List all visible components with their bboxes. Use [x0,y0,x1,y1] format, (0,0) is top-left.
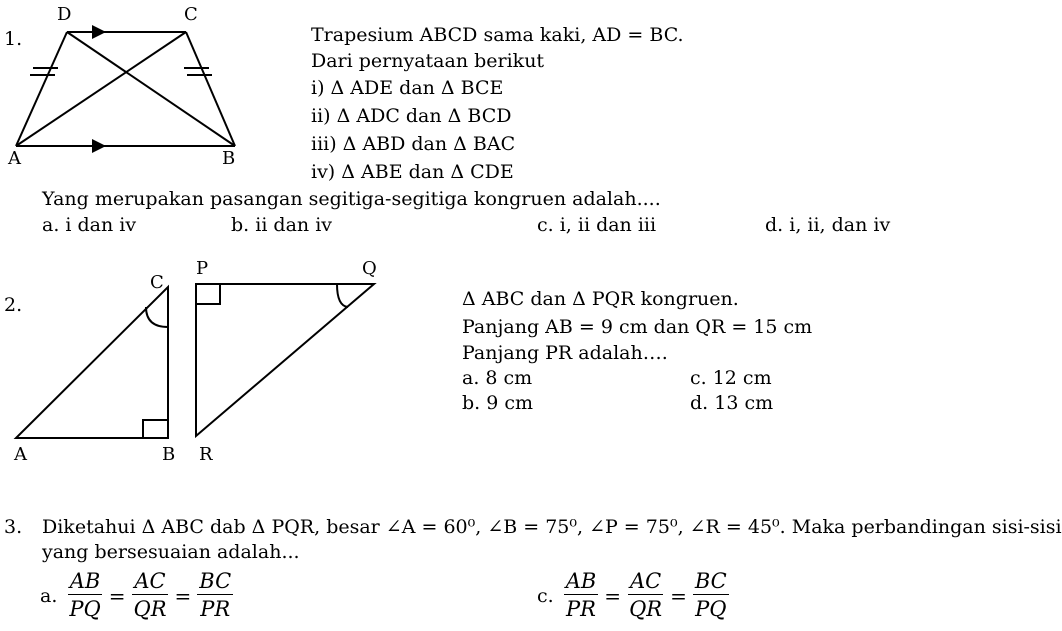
q2-option-a: a. 8 cm [462,367,533,389]
label-d: D [57,4,72,25]
q3-number: 3. [4,516,23,538]
q2-option-c: c. 12 cm [690,367,772,389]
triangles-figure [0,0,400,470]
label-a: A [8,148,21,169]
q2-line-1: Δ ABC dan Δ PQR kongruen. [462,288,739,310]
q1-statement-2: ii) Δ ADC dan Δ BCD [311,105,512,127]
label-q: Q [362,258,377,279]
fraction-ab-pr: $\frac{AB}{PR}$ [565,569,597,621]
q2-line-2: Panjang AB = 9 cm dan QR = 15 cm [462,316,813,338]
q1-intro: Dari pernyataan berikut [311,50,545,72]
label-c2: C [150,272,164,293]
q1-statement-3: iii) Δ ABD dan Δ BAC [311,133,516,155]
label-b2: B [162,444,176,465]
fraction-ac-qr-c: $\frac{AC}{QR}$ [629,569,663,621]
right-angle-p [196,284,220,304]
q2-line-3: Panjang PR adalah…. [462,342,668,364]
q3-option-a: a. $\frac{AB}{PQ}$ = $\frac{AC}{QR}$ = $\frac{BC}{PR}$ [40,569,232,621]
right-angle-b [143,420,168,438]
q3-line-2: yang bersesuaian adalah... [42,541,300,563]
q1-option-b: b. ii dan iv [231,214,333,236]
q2-number: 2. [4,294,23,316]
label-b: B [222,148,236,169]
label-r: R [199,444,213,465]
fraction-bc-pr: $\frac{BC}{PR}$ [199,569,232,621]
q3-line-1: Diketahui Δ ABC dab Δ PQR, besar ∠A = 60⁰, ∠B = 75⁰, ∠P = 75⁰, ∠R = 45⁰. Maka perbandingan sisi-sisi [42,516,1062,538]
q1-question: Yang merupakan pasangan segitiga-segitiga kongruen adalah.... [42,188,661,210]
angle-q-arc [337,284,348,307]
fraction-ac-qr: $\frac{AC}{QR}$ [133,569,167,621]
q1-option-a: a. i dan iv [42,214,137,236]
angle-c-arc [146,307,168,327]
q1-option-c: c. i, ii dan iii [537,214,657,236]
q2-option-b: b. 9 cm [462,392,534,414]
fraction-ab-pq: $\frac{AB}{PQ}$ [69,569,101,621]
fraction-bc-pq: $\frac{BC}{PQ}$ [694,569,727,621]
q1-number: 1. [4,28,23,50]
label-a2: A [14,444,27,465]
q1-statement-4: iv) Δ ABE dan Δ CDE [311,161,514,183]
q3-option-c: c. $\frac{AB}{PR}$ = $\frac{AC}{QR}$ = $\frac{BC}{PQ}$ [537,569,727,621]
q1-stem: Trapesium ABCD sama kaki, AD = BC. [311,24,684,46]
q2-option-d: d. 13 cm [690,392,774,414]
label-p: P [196,258,209,279]
q1-option-d: d. i, ii, dan iv [765,214,891,236]
label-c: C [184,4,198,25]
q1-statement-1: i) Δ ADE dan Δ BCE [311,77,504,99]
